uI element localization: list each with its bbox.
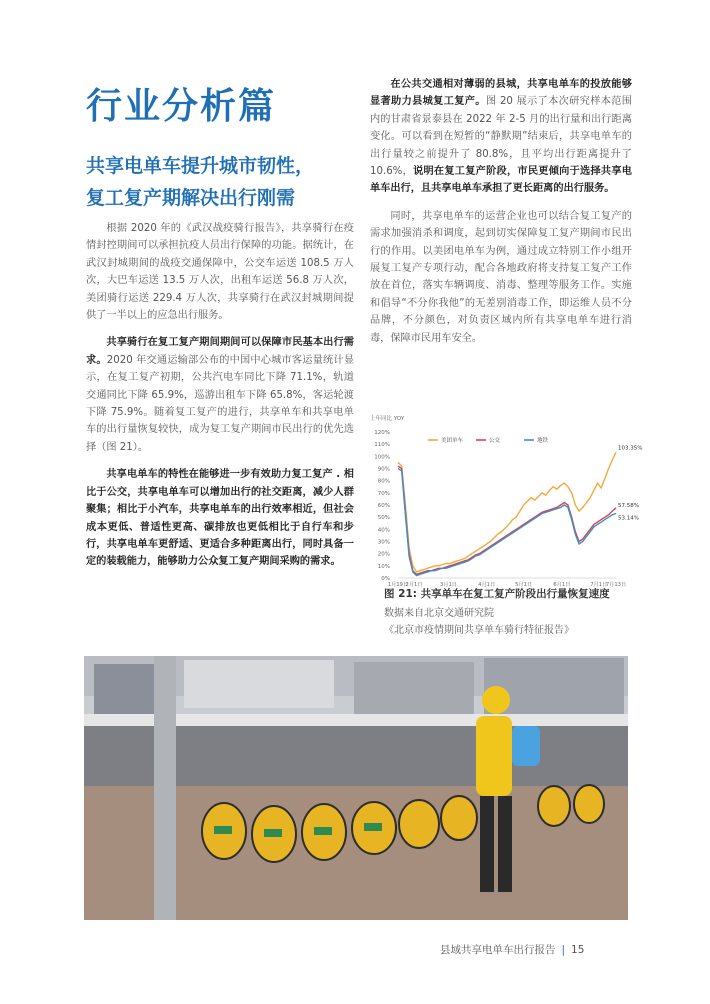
- section-heading: [86, 150, 356, 214]
- legend-label: 公交: [489, 438, 501, 444]
- y-tick-label: 20%: [377, 551, 390, 558]
- section-heading-line-2: 复工复产期解决出行刚需: [86, 187, 296, 209]
- chart-source-line-2: 《北京市疫情期间共享单车骑行特征报告》: [384, 625, 574, 636]
- chart-source-line-1: 数据来自北京交通研究院: [384, 608, 494, 619]
- chart-source: [384, 605, 634, 639]
- y-tick-label: 90%: [377, 466, 390, 473]
- paragraph-county-body: 图 20 展示了本次研究样本范围内的甘肃省景泰县在 2022 年 2-5 月的出行量和出行距离变化。可以看到在短暂的“静默期”结束后，共享电单车的出行量较之前提升了 80.8%，且平均出行距离提升了 10.6%，: [370, 96, 632, 178]
- x-tick-label: 5月1日: [515, 582, 533, 588]
- paragraph-features: [86, 466, 354, 570]
- paragraph-resumption-lead: 共享骑行在复工复产期间期间可以保障市民基本出行需求。: [86, 337, 354, 366]
- section-heading-line-1: 共享电单车提升城市韧性，: [86, 155, 315, 177]
- series-line: [398, 452, 616, 572]
- y-tick-label: 50%: [377, 515, 390, 522]
- paragraph-features-lead: 共享电单车的特性在能够进一步有效助力复工复产 . 相比于公交，共享电单车可以增加出行的社交距离，减少人群聚集；相比于小汽车，共享电单车的出行效率相近，但社会成本更低、普适性更高、碳排放也更低相比于自行车和步行，共享电单车更舒适、更适合多种距离出行，同时具备一定的装载能力，能够助力公众复工复产期间采购的需求。: [86, 469, 354, 568]
- data-label: 57.58%: [618, 502, 639, 509]
- x-tick-label: 7月13日: [605, 582, 627, 588]
- legend-label: 美团单车: [441, 438, 464, 444]
- x-tick-label: 6月1日: [553, 582, 571, 588]
- recovery-line-chart: [368, 410, 643, 588]
- y-tick-label: 100%: [374, 454, 390, 461]
- data-label: 53.14%: [618, 515, 639, 522]
- y-tick-label: 40%: [377, 527, 390, 534]
- paragraph-resumption: [86, 334, 354, 456]
- y-tick-label: 60%: [377, 503, 390, 509]
- paragraph-county: [370, 76, 632, 198]
- y-tick-label: 0%: [381, 576, 390, 582]
- paragraph-resumption-body: 2020 年交通运输部公布的中国中心城市客运量统计显示，在复工复产初期，公共汽电车同比下降 71.1%，轨道交通同比下降 65.9%，巡游出租车下降 65.8%，客运轮渡下降 75.9%。随着复工复产的进行，共享单车和共享电单车的出行量恢复较快，成为复工复产期间市民出行的优先选择（图 21）。: [86, 354, 355, 453]
- page-number: 15: [571, 944, 585, 956]
- x-tick-label: 7月1日: [590, 582, 608, 588]
- footer-separator: |: [561, 944, 566, 956]
- page-title: 行业分析篇: [86, 86, 277, 127]
- x-tick-label: 3月1日: [440, 582, 457, 588]
- paragraph-wuhan: 根据 2020 年的《武汉战疫骑行报告》，共享骑行在疫情封控期间可以承担抗疫人员出行保障的功能。据统计，在武汉封城期间的战疫交通保障中，公交车运送 108.5 万人次，大巴车运送 13.5 万人次，出租车运送 56.8 万人次，美团骑行运送 229.4 万人次，共享骑行在武汉封城期间提供了一半以上的应急出行服务。: [86, 223, 354, 322]
- footer-title: 县域共享电单车出行报告: [440, 944, 556, 956]
- y-tick-label: 70%: [377, 490, 390, 497]
- y-axis-label: 上年同比 YOY: [370, 416, 405, 422]
- paragraph-county-lead: 在公共交通相对薄弱的县城，共享电单车的投放能够显著助力县城复工复产。: [370, 79, 632, 108]
- x-tick-label: 1月19日: [387, 582, 409, 588]
- y-tick-label: 120%: [374, 430, 390, 436]
- x-tick-label: 2月1日: [405, 582, 423, 588]
- paragraph-county-conclusion: 说明在复工复产阶段，市民更倾向于选择共享电单车出行，且共享电单车承担了更长距离的出行服务。: [370, 166, 632, 195]
- chart-svg: [368, 410, 643, 588]
- y-tick-label: 110%: [374, 442, 390, 449]
- page-footer: [440, 942, 650, 957]
- data-label: 103.35%: [618, 445, 643, 452]
- chart-caption: 图 21: 共享单车在复工复产阶段出行量恢复速度: [384, 588, 610, 600]
- left-column: [86, 220, 354, 581]
- photo-illustration: [84, 656, 628, 920]
- paragraph-operators: 同时，共享电单车的运营企业也可以结合复工复产的需求加强消杀和调度，起到切实保障复工复产期间市民出行的作用。以美团电单车为例，通过成立特别工作小组开展复工复产专项行动，配合各地政府将支持复工复产工作放在首位，落实车辆调度、消毒、整理等服务工作。实施和倡导“不分你我他”的无差别消毒工作，即运维人员不分品牌，不分颜色，对负责区域内所有共享电单车进行消毒，保障市民用车安全。: [370, 210, 632, 344]
- right-column: [370, 76, 632, 357]
- x-tick-label: 4月1日: [478, 582, 496, 588]
- y-tick-label: 10%: [377, 563, 390, 570]
- legend-label: 地铁: [537, 438, 549, 444]
- y-tick-label: 80%: [377, 478, 390, 485]
- series-line: [398, 469, 616, 576]
- series-line: [398, 466, 616, 574]
- y-tick-label: 30%: [377, 539, 390, 546]
- bike-disinfection-photo: [84, 656, 628, 920]
